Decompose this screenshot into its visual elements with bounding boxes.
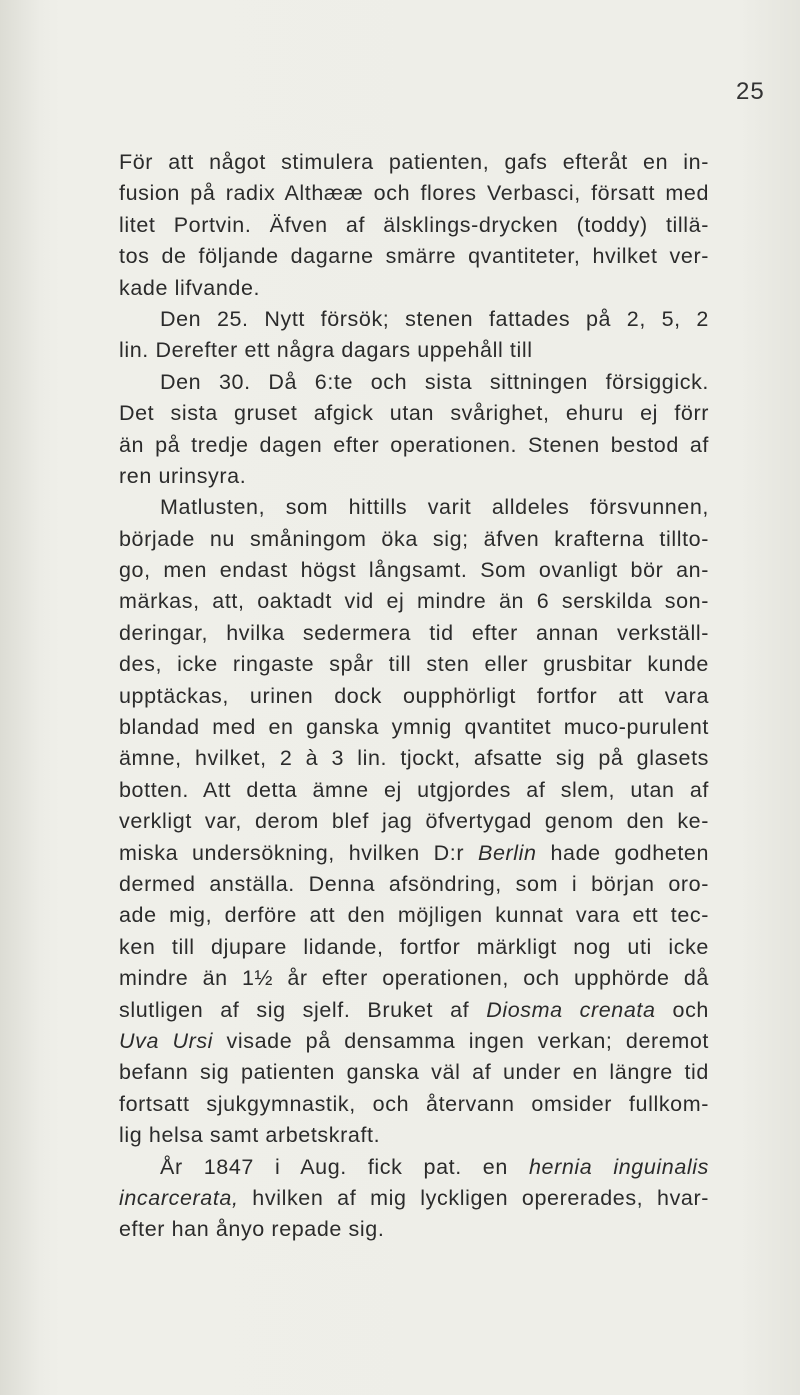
- text-line: deringar, hvilka sedermera tid efter annan verkställ-: [119, 620, 709, 645]
- text-line: kade lifvande.: [119, 275, 261, 300]
- text-line: blandad med en ganska ymnig qvantitet muco-purulent: [119, 715, 709, 740]
- text-line: tos de följande dagarne smärre qvantiteter, hvilket ver-: [119, 244, 709, 269]
- text-line: upptäckas, urinen dock oupphörligt fortfor att vara: [119, 683, 709, 708]
- text-line: Matlusten, som hittills varit alldeles försvunnen,: [160, 495, 709, 520]
- body-text: [119, 147, 709, 1246]
- text-line: [119, 1152, 709, 1183]
- text-run: hvilken af mig lyckligen opererades, hvar-: [252, 1185, 709, 1210]
- page-number: 25: [736, 78, 765, 105]
- text-line: Den 30. Då 6:te och sista sittningen försiggick.: [160, 369, 709, 394]
- text-line: [119, 1026, 709, 1057]
- italic-term: hernia inguinalis: [528, 1154, 709, 1179]
- text-line: fortsatt sjukgymnastik, och återvann omsider fullkom-: [119, 1091, 709, 1116]
- text-line: märkas, att, oaktadt vid ej mindre än 6 serskilda son-: [119, 589, 709, 614]
- text-line: mindre än 1½ år efter operationen, och upphörde då: [119, 966, 709, 991]
- text-line: befann sig patienten ganska väl af under en längre tid: [119, 1060, 709, 1085]
- text-line: fusion på radix Althææ och flores Verbasci, försatt med: [119, 181, 709, 206]
- text-line: verkligt var, derom blef jag öfvertygad genom den ke-: [119, 809, 709, 834]
- text-run: visade på densamma ingen verkan; deremot: [226, 1028, 709, 1053]
- text-line: des, icke ringaste spår till sten eller grusbitar kunde: [119, 652, 709, 677]
- text-line: lin. Derefter ett några dagars uppehåll till: [119, 338, 533, 363]
- text-line: Det sista gruset afgick utan svårighet, ehuru ej förr: [119, 401, 709, 426]
- text-run: miska undersökning, hvilken D:r: [119, 840, 465, 865]
- text-line: ken till djupare lidande, fortfor märkligt nog uti icke: [119, 934, 709, 959]
- text-line: efter han ånyo repade sig.: [119, 1217, 385, 1242]
- text-line: litet Portvin. Äfven af älsklings-drycken (toddy) tillä-: [119, 212, 709, 237]
- text-line: än på tredje dagen efter operationen. Stenen bestod af: [119, 432, 709, 457]
- text-line: ade mig, derföre att den möjligen kunnat vara ett tec-: [119, 903, 709, 928]
- text-line: lig helsa samt arbetskraft.: [119, 1123, 381, 1148]
- text-run: och: [672, 997, 709, 1022]
- text-line: go, men endast högst långsamt. Som ovanligt bör an-: [119, 558, 709, 583]
- text-line: började nu småningom öka sig; äfven krafterna tillto-: [119, 526, 709, 551]
- text-line: ämne, hvilket, 2 à 3 lin. tjockt, afsatte sig på glasets: [119, 746, 709, 771]
- text-run: hade godheten: [550, 840, 710, 865]
- text-line: dermed anställa. Denna afsöndring, som i början oro-: [119, 871, 709, 896]
- text-line: botten. Att detta ämne ej utgjordes af slem, utan af: [119, 777, 709, 802]
- italic-term: Diosma crenata: [486, 997, 656, 1022]
- text-run: slutligen af sig sjelf. Bruket af: [119, 997, 470, 1022]
- text-line: [119, 1183, 709, 1214]
- italic-term: incarcerata,: [119, 1185, 239, 1210]
- text-run: År 1847 i Aug. fick pat. en: [160, 1154, 508, 1179]
- text-line: [119, 838, 709, 869]
- text-line: För att något stimulera patienten, gafs efteråt en in-: [119, 150, 709, 174]
- italic-name: Berlin: [478, 840, 537, 865]
- text-line: ren urinsyra.: [119, 463, 247, 488]
- italic-term: Uva Ursi: [119, 1028, 214, 1053]
- text-line: Den 25. Nytt försök; stenen fattades på 2, 5, 2: [160, 306, 709, 331]
- text-line: [119, 995, 709, 1026]
